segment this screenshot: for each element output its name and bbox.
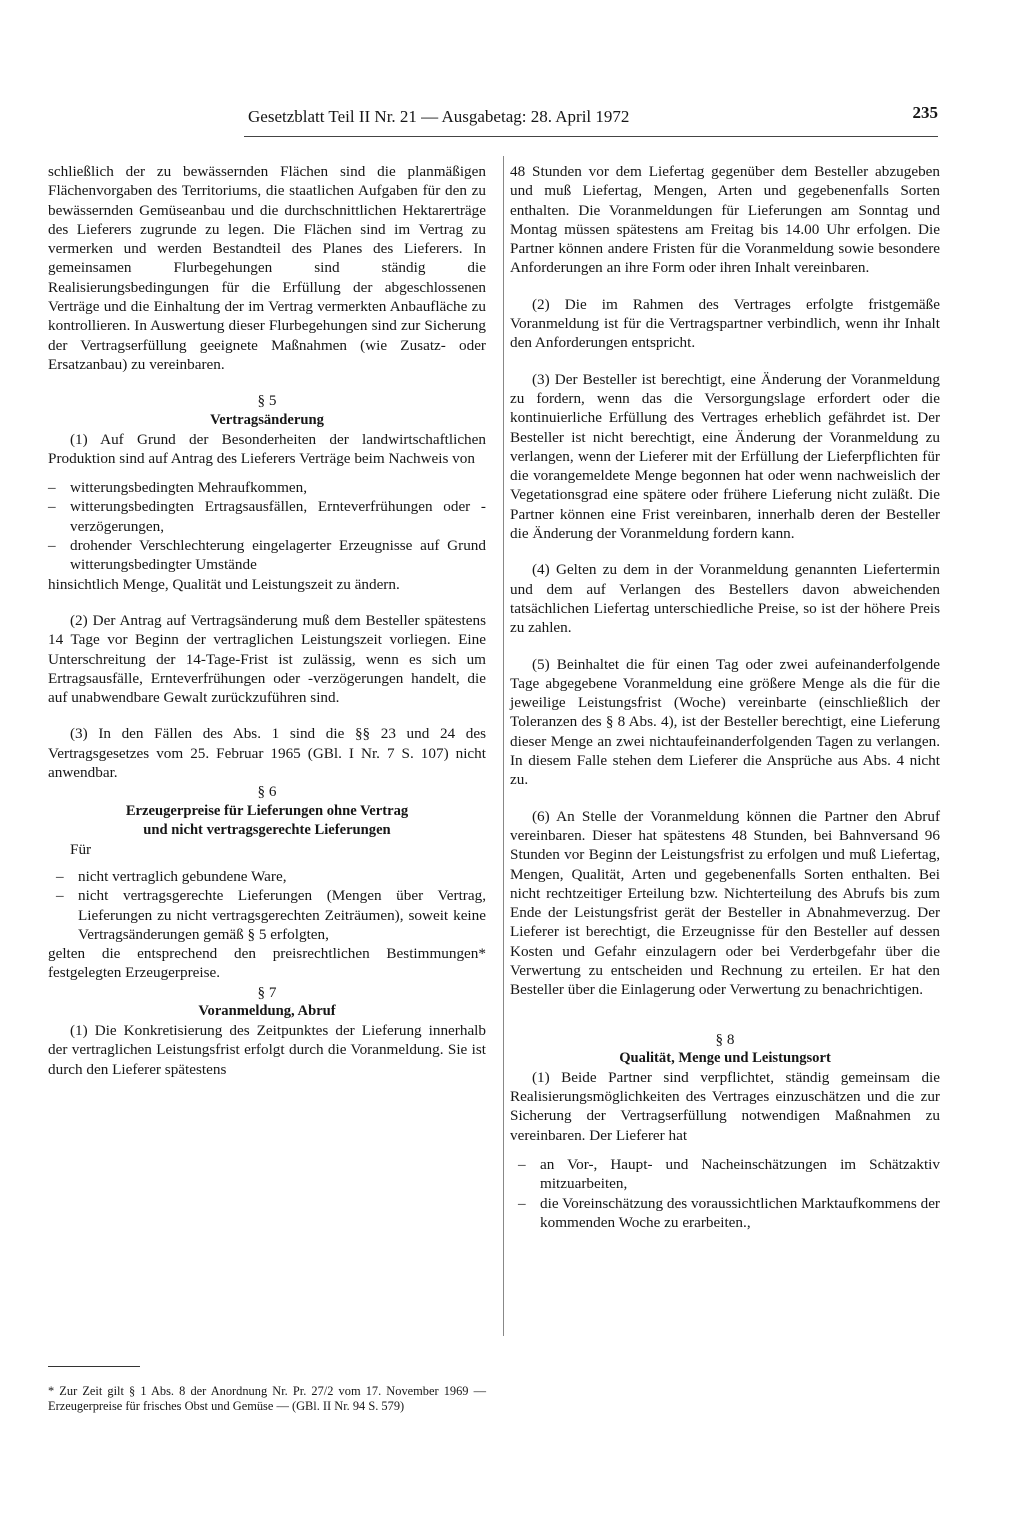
section-5-paragraph-1: (1) Auf Grund der Besonderheiten der landwirtschaftlichen Produktion sind auf Antrag des Lieferers Verträge beim Nachweis von — [48, 430, 486, 467]
footnote-rule — [48, 1366, 140, 1367]
section-8-paragraph-1: (1) Beide Partner sind verpflichtet, ständig gemeinsam die Realisierungsmöglichkeiten des Vertrages einzuschätzen und die zur Sicherung der Vertragserfüllung notwendigen Maßnahmen zu vereinbaren. Der Lieferer hat — [510, 1068, 940, 1144]
section-6-for: Für — [70, 840, 92, 858]
section-7-paragraph-5: (5) Beinhaltet die für einen Tag oder zwei aufeinanderfolgende Tage abgegebene Voranmeldung eine größere Menge als die für die jeweilige Leistungsfrist (Woche) vereinbarte (einschließlich der Toleranzen des § 8 Abs. 4), ist der Besteller berechtigt, eine Lieferung dieser Menge an zwei nichtaufeinanderfolgenden Tagen zu verlangen. In diesem Falle stehen dem Lieferer die Ansprüche aus Abs. 4 nicht zu. — [510, 655, 940, 789]
section-8-title: Qualität, Menge und Leistungsort — [619, 1049, 831, 1066]
section-7-title: Voranmeldung, Abruf — [198, 1002, 336, 1019]
list-item: – witterungsbedingten Mehraufkommen, — [48, 478, 486, 497]
footnote: * Zur Zeit gilt § 1 Abs. 8 der Anordnung Nr. Pr. 27/2 vom 17. November 1969 — Erzeugerpreise für frisches Obst und Gemüse — (GBl. II Nr. 94 S. 579) — [48, 1384, 486, 1413]
section-7-paragraph-6: (6) An Stelle der Voranmeldung können die Partner den Abruf vereinbaren. Dieser hat spätestens 48 Stunden, bei Bahnversand 96 Stunden vor Beginn der Leistungsfrist zu erfolgen und muß Liefertag, Mengen, Qualität, Arten und gegebenenfalls Sorten enthalten. Bei nicht rechtzeitiger Erteilung bzw. Nichterteilung des Abrufs bis zum Ende der Leistungsfrist gerät der Besteller in Abnahmeverzug. Der Lieferer ist berechtigt, die Erzeugnisse für den Besteller auf dessen Kosten und Gefahr einzulagern oder bei Verderbgefahr über die Verwertung zu entscheiden und Rechnung zu erteilen. Er hat den Besteller über die Einlagerung oder Verwertung zu benachrichtigen. — [510, 807, 940, 999]
section-5-paragraph-3: (3) In den Fällen des Abs. 1 sind die §§ 23 und 24 des Vertragsgesetzes vom 25. Februar 1965 (GBl. I Nr. 7 S. 107) nicht anwendbar. — [48, 725, 486, 782]
section-6-title — [48, 802, 486, 840]
list-item: – witterungsbedingten Ertragsausfällen, Ernteverfrühungen oder -verzögerungen, — [48, 497, 486, 536]
list-item: – drohender Verschlechterung eingelagerter Erzeugnisse auf Grund witterungsbedingter Umstände — [48, 536, 486, 575]
section-6-title-line-2: und nicht vertragsgerechte Lieferungen — [143, 821, 391, 838]
section-6-title-line-1: Erzeugerpreise für Lieferungen ohne Vertrag — [125, 802, 409, 819]
section-8-heading: § 8 — [715, 1030, 735, 1048]
header-rule — [244, 136, 938, 137]
section-5-paragraph-2: (2) Der Antrag auf Vertragsänderung muß dem Besteller spätestens 14 Tage vor Beginn der vertraglichen Leistungszeit vorliegen. Eine Unterschreitung der 14-Tage-Frist ist zulässig, wenn es sich um Ertragsausfälle, Ernteverfrühungen oder -verzögerungen handelt, die auf unabwendbare Gewalt zurückzuführen sind. — [48, 611, 486, 707]
section-6-heading: § 6 — [257, 783, 277, 801]
section-7-heading: § 7 — [257, 983, 277, 1001]
section-5-heading: § 5 — [257, 392, 277, 410]
list-item: – nicht vertraglich gebundene Ware, — [56, 867, 486, 886]
list-item: – nicht vertragsgerechte Lieferungen (Mengen über Vertrag, Lieferungen zu nicht vertragsgerechten Zeiträumen), soweit keine Vertragsänderungen gemäß § 5 erfolgten, — [56, 886, 486, 944]
page-number: 235 — [912, 103, 938, 122]
section-7-paragraph-2: (2) Die im Rahmen des Vertrages erfolgte fristgemäße Voranmeldung ist für die Vertragspartner verbindlich, wenn ihr Inhalt den Anforderungen entspricht. — [510, 295, 940, 352]
section-7-paragraph-4: (4) Gelten zu dem in der Voranmeldung genannten Liefertermin und dem auf Verlangen des Bestellers davon abweichenden tatsächlichen Liefertag unterschiedliche Preise, so ist der höhere Preis zu zahlen. — [510, 561, 940, 637]
section-5-title: Vertragsänderung — [210, 411, 324, 428]
header-title: Gesetzblatt Teil II Nr. 21 — Ausgabetag: 28. April 1972 — [248, 107, 630, 126]
section-5-paragraph-1-end: hinsichtlich Menge, Qualität und Leistungszeit zu ändern. — [48, 575, 400, 593]
left-column — [48, 162, 486, 1079]
list-item: – an Vor-, Haupt- und Nacheinschätzungen im Schätzaktiv mitzuarbeiten, — [518, 1155, 940, 1194]
intro-paragraph: schließlich der zu bewässernden Flächen sind die planmäßigen Flächenvorgaben des Territoriums, die staatlichen Aufgaben für den zu bewässernden Gemüseanbau und die durchschnittlichen Hektarerträge des Lieferers zugrunde zu legen. Die Flächen sind im Vertrag zu vermerken und werden Bestandteil des Planes des Lieferers. In gemeinsamen Flurbegehungen sind ständig die Realisierungsbedingungen für die Erfüllung der abgeschlossenen Verträge und die Einhaltung der im Vertrag vermerkten Anbaufläche zu kontrollieren. In Auswertung dieser Flurbegehungen sind zur Sicherung der Vertragserfüllung geeignete Maßnahmen (wie Zusatz- oder Ersatzanbau) zu vereinbaren. — [48, 163, 486, 373]
section-7-paragraph-1: (1) Die Konkretisierung des Zeitpunktes der Lieferung innerhalb der vertraglichen Leistungsfrist erfolgt durch die Voranmeldung. Sie ist durch den Lieferer spätestens — [48, 1021, 486, 1078]
right-column — [510, 162, 940, 1232]
column-divider — [503, 156, 504, 1336]
section-7-paragraph-3: (3) Der Besteller ist berechtigt, eine Änderung der Voranmeldung zu fordern, wenn das die Versorgungslage erfordert oder die kontinuierliche Erfüllung des Vertrages erheblich gefährdet ist. Der Besteller ist nicht berechtigt, eine Änderung der Voranmeldung zu verlangen, wenn der Lieferer mit der Erfüllung der Lieferpflichten für die vorangemeldete Menge begonnen hat oder wenn nachweislich der Vegetationsgrad eine spätere oder frühere Lieferung nicht zuläßt. Die Partner können eine Frist vereinbaren, innerhalb deren der Besteller die Änderung der Voranmeldung fordern kann. — [510, 370, 940, 543]
list-item: – die Voreinschätzung des voraussichtlichen Marktaufkommens der kommenden Woche zu erarbeiten., — [518, 1194, 940, 1233]
section-6-end: gelten die entsprechend den preisrechtlichen Bestimmungen* festgelegten Erzeugerpreise. — [48, 945, 486, 982]
page-header — [248, 103, 938, 127]
section-7-paragraph-1-continued: 48 Stunden vor dem Liefertag gegenüber dem Besteller abzugeben und muß Liefertag, Mengen, Arten und gegebenenfalls Sorten enthalten. Die Voranmeldungen für Lieferungen am Sonntag und Montag müssen spätestens am Freitag bis 14.00 Uhr erfolgen. Die Partner können andere Fristen für die Voranmeldung sowie besondere Anforderungen an ihre Form oder ihren Inhalt vereinbaren. — [510, 163, 940, 277]
